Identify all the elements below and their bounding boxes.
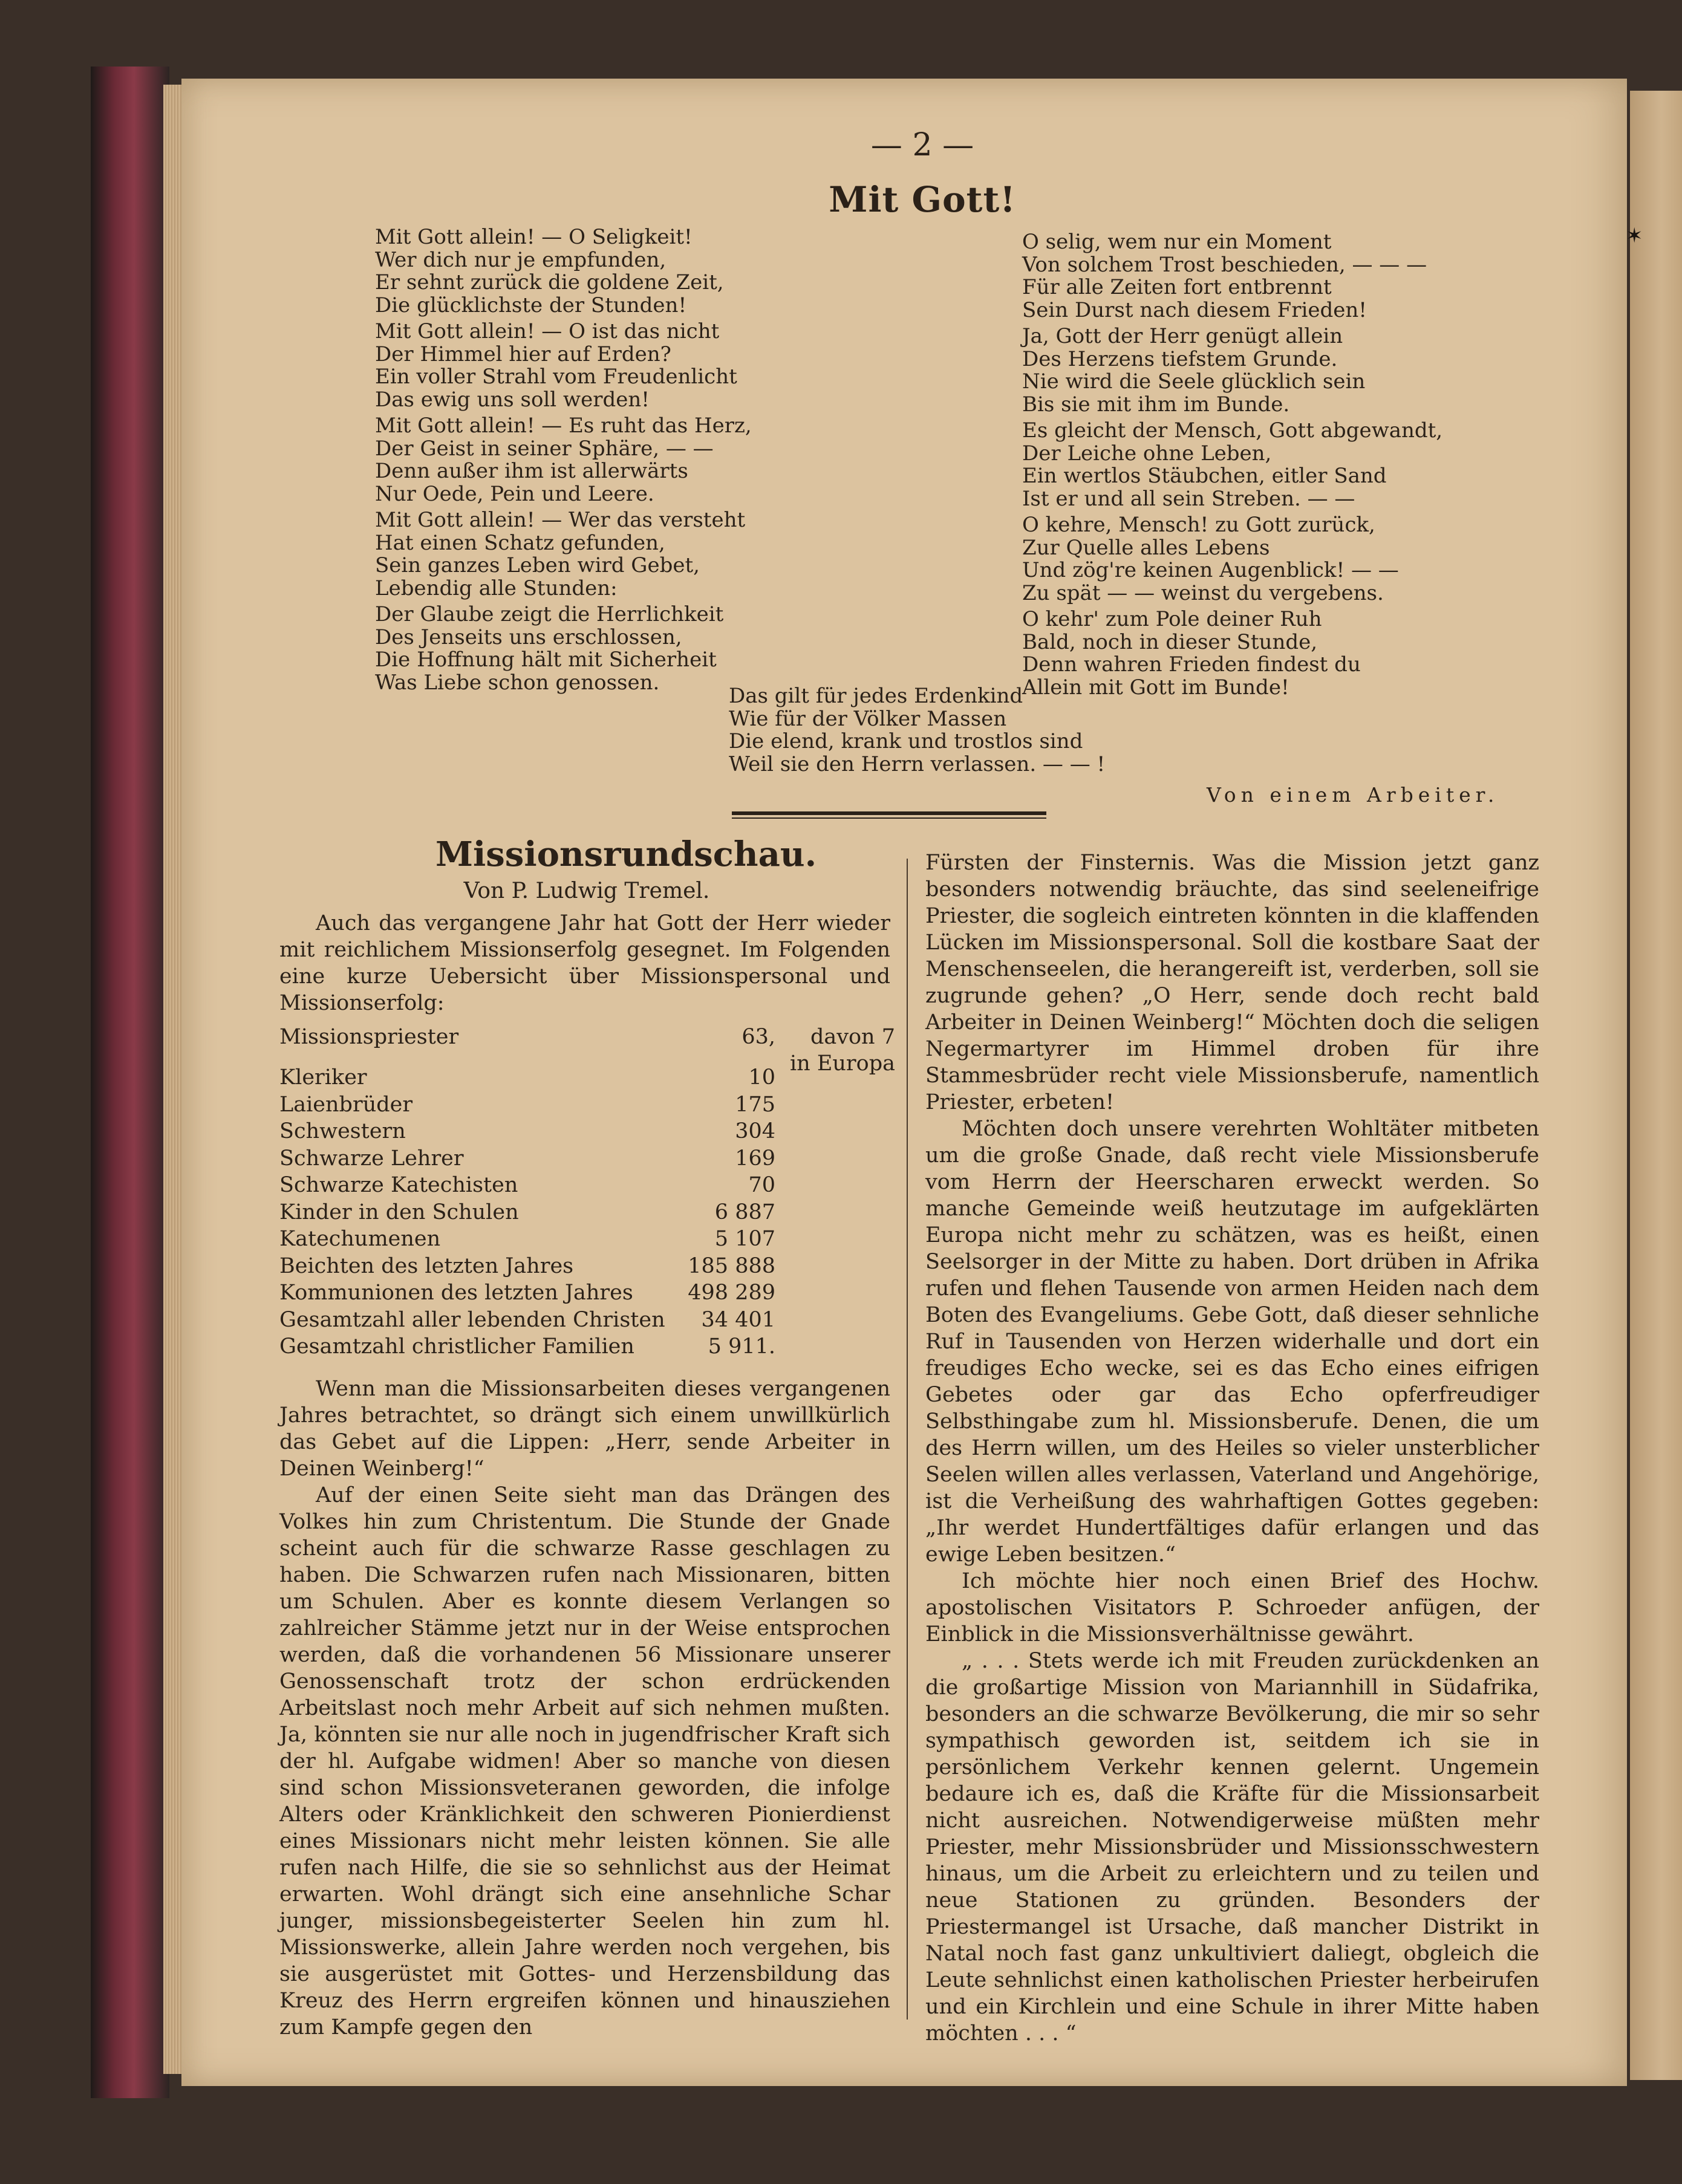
poem-line: Er sehnt zurück die goldene Zeit, xyxy=(375,270,724,294)
stat-label: Beichten des letzten Jahres xyxy=(279,1253,574,1278)
poem-stanza xyxy=(375,320,919,411)
stat-value: 70 xyxy=(748,1173,775,1197)
stat-row xyxy=(279,1024,895,1076)
paragraph: „ . . . Stets werde ich mit Freuden zurückdenken an die großartige Mission von Mariannhill in Südafrika, besonders an die schwarze Bevölkerung, die mir so sehr sympathisch geworden ist, seitdem ich sie in persönlichem Verkehr kennen gelernt. Ungemein bedaure ich es, daß die Kräfte für die Missionsarbeit nicht ausreichen. Notwendigerweise müßten mehr Priester, mehr Missionsbrüder und Missionsschwestern hinaus, um die Arbeit zu erleichtern und zu teilen und neue Stationen zu gründen. Besonders der Priestermangel ist Ursache, daß mancher Distrikt in Natal noch fast ganz unkultiviert daliegt, obgleich die Leute sehnlichst einen katholischen Priester herbeirufen und ein Kirchlein und eine Schule in ihrer Mitte haben möchten . . . “ xyxy=(925,1649,1539,2046)
poem-line: Ja, Gott der Herr genügt allein xyxy=(1022,324,1343,348)
margin-star-mark: ✶ xyxy=(1626,224,1643,248)
poem-stanza xyxy=(1022,514,1566,605)
stat-row xyxy=(279,1333,890,1360)
stat-value: 6 887 xyxy=(714,1200,775,1224)
poem-line: Allein mit Gott im Bunde! xyxy=(1022,675,1289,700)
poem-line: Des Herzens tiefstem Grunde. xyxy=(1022,346,1338,371)
poem-line: Das gilt für jedes Erdenkind xyxy=(729,684,1023,708)
poem-line: Der Himmel hier auf Erden? xyxy=(375,342,671,366)
article-left-column-text xyxy=(279,1376,890,2041)
poem-line: Mit Gott allein! — Es ruht das Herz, xyxy=(375,414,752,438)
stat-row xyxy=(279,1279,890,1307)
stat-label: Schwestern xyxy=(279,1119,406,1143)
poem-line: Das ewig uns soll werden! xyxy=(375,387,650,412)
poem-line: Sein Durst nach diesem Frieden! xyxy=(1022,297,1367,322)
stat-row xyxy=(279,1199,890,1226)
poem-author: Von einem Arbeiter. xyxy=(1207,783,1499,807)
poem-stanza xyxy=(1022,420,1566,510)
article-right-column-text xyxy=(925,850,1539,2047)
facing-page-edge xyxy=(1630,91,1682,2080)
page-number: — 2 — xyxy=(870,127,974,163)
poem-line: Ist er und all sein Streben. — — xyxy=(1022,486,1355,511)
poem-line: Weil sie den Herrn verlassen. — — ! xyxy=(729,752,1106,776)
stat-value: 175 xyxy=(735,1092,775,1117)
stat-label: Kommunionen des letzten Jahres xyxy=(279,1281,633,1305)
poem-line: O selig, wem nur ein Moment xyxy=(1022,230,1332,254)
poem-line: Von solchem Trost beschieden, — — — xyxy=(1022,252,1427,277)
poem-line: Des Jenseits uns erschlossen, xyxy=(375,625,682,649)
article-title: Missionsrundschau. xyxy=(435,834,817,874)
paragraph: Ich möchte hier noch einen Brief des Hochw. apostolischen Visitators P. Schroeder anfügen, der Einblick in die Missionsverhältnisse gewährt. xyxy=(925,1569,1539,1646)
poem-line: Wer dich nur je empfunden, xyxy=(375,247,667,272)
stat-row xyxy=(279,1226,890,1253)
poem-line: Ein wertlos Stäubchen, eitler Sand xyxy=(1022,464,1387,488)
stat-row xyxy=(279,1091,890,1119)
stat-value: 169 xyxy=(735,1146,775,1171)
book-binding xyxy=(91,67,169,2098)
stat-label: Gesamtzahl christlicher Familien xyxy=(279,1334,634,1359)
poem-left-column xyxy=(375,226,919,698)
poem-line: Der Leiche ohne Leben, xyxy=(1022,441,1272,466)
poem-title: Mit Gott! xyxy=(829,179,1016,220)
poem-stanza xyxy=(375,415,919,505)
poem-line: Wie für der Völker Massen xyxy=(729,706,1007,731)
stat-row xyxy=(279,1253,890,1280)
poem-line: Nie wird die Seele glücklich sein xyxy=(1022,369,1366,394)
poem-line: Lebendig alle Stunden: xyxy=(375,576,618,600)
stat-label: Katechumenen xyxy=(279,1227,441,1251)
stat-row xyxy=(279,1307,890,1334)
stat-label: Schwarze Lehrer xyxy=(279,1146,464,1171)
poem-stanza xyxy=(1022,231,1566,322)
poem-line: Der Geist in seiner Sphäre, — — xyxy=(375,436,714,461)
poem-stanza xyxy=(1022,325,1566,416)
stat-label: Laienbrüder xyxy=(279,1092,413,1117)
stat-value: 34 401 xyxy=(701,1307,775,1332)
poem-right-column xyxy=(1022,231,1566,703)
poem-line: Bald, noch in dieser Stunde, xyxy=(1022,629,1318,654)
column-divider xyxy=(907,859,908,2020)
poem-line: Bis sie mit ihm im Bunde. xyxy=(1022,392,1290,417)
stat-value: 63, xyxy=(742,1025,775,1049)
paragraph: Fürsten der Finsternis. Was die Mission jetzt ganz besonders notwendig bräuchte, das sind seeleneifrige Priester, die sogleich eintreten könnten in die klaffenden Lücken im Missionspersonal. Soll die kostbare Saat der Menschenseelen, die herangereift ist, verderben, soll sie zugrunde gehen? „O Herr, sende doch recht bald Arbeiter in Deinen Weinberg!“ Möchten doch die seligen Negermartyrer im Himmel droben für ihre Stammesbrüder recht viele Missionsberufe, namentlich Priester, erbeten! xyxy=(925,851,1539,1114)
poem-line: Der Glaube zeigt die Herrlichkeit xyxy=(375,602,724,626)
article-intro xyxy=(279,910,890,1016)
stat-row xyxy=(279,1118,890,1145)
poem-line: O kehr' zum Pole deiner Ruh xyxy=(1022,607,1322,631)
poem-line: Sein ganzes Leben wird Gebet, xyxy=(375,553,700,577)
poem-final-stanza xyxy=(729,685,1152,776)
paragraph: Wenn man die Missionsarbeiten dieses vergangenen Jahres betrachtet, so drängt sich einem unwillkürlich das Gebet auf die Lippen: „Herr, sende Arbeiter in Deinen Weinberg!“ xyxy=(279,1377,890,1481)
paragraph: Möchten doch unsere verehrten Wohltäter mitbeten um die große Gnade, daß recht viele Missionsberufe vom Herrn der Heerscharen erweckt werden. So manche Gemeinde weiß heutzutage im aufgeklärten Europa nicht mehr zu schätzen, was es heißt, einen Seelsorger in der Mitte zu haben. Dort drüben in Afrika rufen und flehen Tausende von armen Heiden nach dem Boten des Evangeliums. Gebe Gott, daß dieser sehnliche Ruf in Tausenden von Herzen widerhalle und dort ein freudiges Echo wecke, sei es das Echo eines eifrigen Gebetes oder gar das Echo opferfreudiger Selbsthingabe zum hl. Missionsberufe. Denen, die um des Herrn willen, um des Heiles so vieler unsterblicher Seelen willen alles verlassen, Vaterland und Angehörige, ist die Verheißung des wahrhaftigen Gottes gegeben: „Ihr werdet Hundertfältiges dafür erlangen und das ewige Leben besitzen.“ xyxy=(925,1117,1539,1567)
poem-line: Denn wahren Frieden findest du xyxy=(1022,652,1361,677)
stat-label: Schwarze Katechisten xyxy=(279,1173,518,1197)
paragraph: Auf der einen Seite sieht man das Drängen des Volkes hin zum Christentum. Die Stunde der Gnade scheint auch für die schwarze Rasse geschlagen zu haben. Die Schwarzen rufen nach Missionaren, bitten um Schulen. Aber es konnte diesem Verlangen so zahlreicher Stämme jetzt nur in der Weise entsprochen werden, daß die vorhandenen 56 Missionare unserer Genossenschaft trotz der schon erdrückenden Arbeitslast noch mehr Arbeit auf sich nehmen mußten. Ja, könnten sie nur alle noch in jugendfrischer Kraft sich der hl. Aufgabe widmen! Aber so manche von diesen sind schon Missionsveteranen geworden, die infolge Alters oder Kränklichkeit den schweren Pionierdienst eines Missionars nicht mehr leisten können. Sie alle rufen nach Hilfe, die sie so sehnlichst aus der Heimat erwarten. Wohl drängt sich eine ansehnliche Schar junger, missionsbegeisterter Seelen hin zum hl. Missionswerke, allein Jahre werden noch vergehen, bis sie ausgerüstet mit Gottes- und Herzensbildung das Kreuz des Herrn ergreifen können und hinausziehen zum Kampfe gegen den xyxy=(279,1483,890,2039)
poem-line: Was Liebe schon genossen. xyxy=(375,670,660,695)
poem-line: Mit Gott allein! — O Seligkeit! xyxy=(375,225,693,249)
poem-line: Hat einen Schatz gefunden, xyxy=(375,530,665,555)
stat-value: 304 xyxy=(735,1119,775,1143)
poem-line: Es gleicht der Mensch, Gott abgewandt, xyxy=(1022,418,1443,443)
stat-value: 498 289 xyxy=(688,1281,775,1305)
poem-line: Mit Gott allein! — Wer das versteht xyxy=(375,508,746,532)
statistics-table xyxy=(279,1024,895,1360)
section-divider-rule-thin xyxy=(732,817,1046,819)
stat-label: Kinder in den Schulen xyxy=(279,1200,519,1224)
poem-stanza xyxy=(375,603,919,694)
poem-line: Nur Oede, Pein und Leere. xyxy=(375,481,654,506)
article-byline: Von P. Ludwig Tremel. xyxy=(463,879,710,903)
poem-line: Und zög're keinen Augenblick! — — xyxy=(1022,558,1399,582)
poem-line: Die glücklichste der Stunden! xyxy=(375,293,687,317)
stat-label: Kleriker xyxy=(279,1065,367,1090)
stat-row xyxy=(279,1145,890,1172)
stat-row xyxy=(279,1172,890,1199)
poem-line: Für alle Zeiten fort entbrennt xyxy=(1022,275,1332,299)
stat-value: 185 888 xyxy=(688,1253,775,1278)
poem-line: O kehre, Mensch! zu Gott zurück, xyxy=(1022,513,1375,537)
poem-stanza xyxy=(375,509,919,600)
poem-stanza xyxy=(375,226,919,317)
poem-line: Die Hoffnung hält mit Sicherheit xyxy=(375,648,717,672)
poem-line: Ein voller Strahl vom Freudenlicht xyxy=(375,365,737,389)
stat-value: 5 107 xyxy=(714,1227,775,1251)
stat-label: Missionspriester xyxy=(279,1025,459,1049)
poem-line: Zu spät — — weinst du vergebens. xyxy=(1022,580,1384,605)
stat-value: 5 911. xyxy=(708,1334,775,1359)
section-divider-rule xyxy=(732,811,1046,815)
poem-line: Die elend, krank und trostlos sind xyxy=(729,729,1083,753)
stat-label: Gesamtzahl aller lebenden Christen xyxy=(279,1307,665,1332)
stat-row xyxy=(279,1064,890,1091)
stat-value: 10 xyxy=(748,1065,775,1090)
poem-line: Denn außer ihm ist allerwärts xyxy=(375,459,688,483)
stat-note: davon 7 in Europa xyxy=(789,1025,895,1076)
poem-line: Mit Gott allein! — O ist das nicht xyxy=(375,319,720,343)
paragraph: Auch das vergangene Jahr hat Gott der Herr wieder mit reichlichem Missionserfolg gesegnet. Im Folgenden eine kurze Uebersicht über Missionspersonal und Missionserfolg: xyxy=(279,911,890,1015)
poem-line: Zur Quelle alles Lebens xyxy=(1022,535,1270,560)
